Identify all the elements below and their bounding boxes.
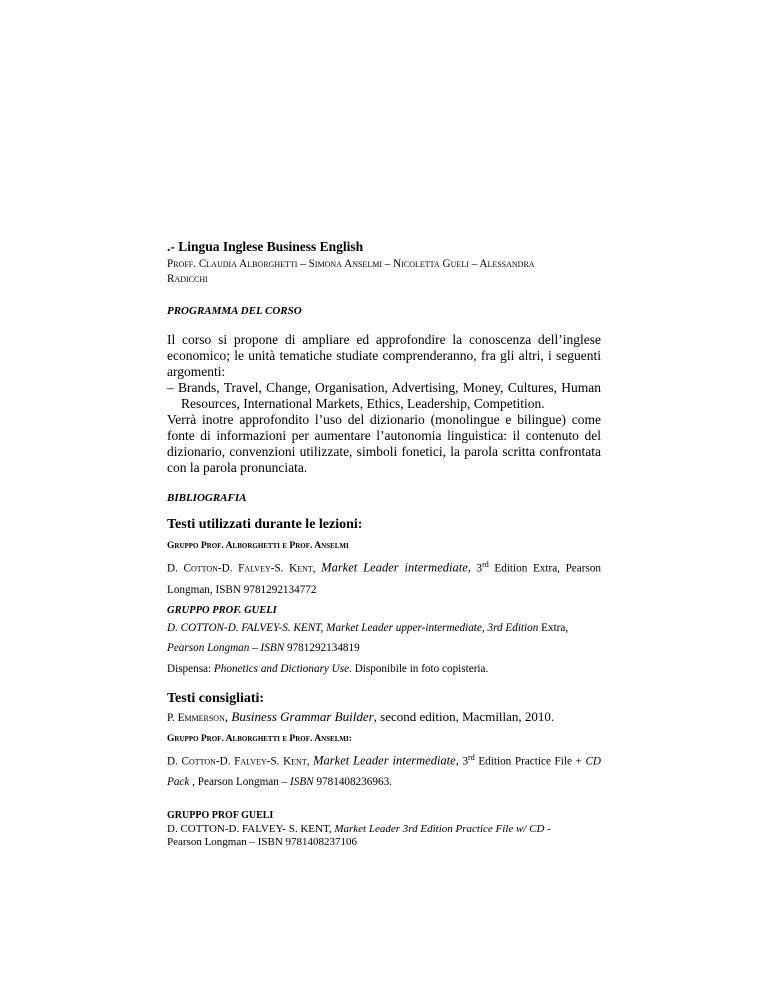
group3-isbn: 9781408236963.: [313, 776, 392, 789]
group3-rest: Edition Practice File +: [474, 755, 586, 768]
emmerson-comma: ,: [224, 708, 232, 724]
group3-title: Market Leader intermediate,: [313, 753, 459, 768]
emmerson-title: Business Grammar Builder: [231, 708, 374, 724]
group1-ed-sup: rd: [482, 560, 489, 569]
group2-line2b: 9781292134819: [284, 641, 360, 654]
group4-authors: D. COTTON-D. FALVEY- S. KENT,: [167, 823, 335, 836]
dispensa-line: [167, 660, 601, 678]
group3-label: Gruppo Prof. Alborghetti e Prof. Anselmi:: [167, 733, 352, 744]
group3-authors: D. Cotton-D. Falvey-S. Kent,: [167, 755, 314, 768]
bibliografia-heading: BIBLIOGRAFIA: [167, 492, 247, 504]
group1-label: Gruppo Prof. Alborghetti e Prof. Anselmi: [167, 541, 349, 551]
testi-consigliati-heading: Testi consigliati:: [167, 690, 265, 706]
programma-body: [167, 332, 601, 476]
authors-line-2: Radicchi: [167, 273, 208, 285]
group2-reference: [167, 618, 601, 658]
dispensa-rest: . Disponibile in foto copisteria.: [349, 662, 489, 675]
group4-label: GRUPPO PROF GUELI: [167, 810, 274, 822]
dispensa-title: Phonetics and Dictionary Use: [213, 662, 350, 675]
group1-rest: Edition Extra, Pearson Longman, ISBN 9781292134772: [167, 562, 602, 596]
group2-label: GRUPPO PROF. GUELI: [167, 604, 277, 616]
group3-isbn-label: ISBN: [290, 776, 314, 789]
group1-authors: D. Cotton-D. Falvey-S. Kent,: [167, 562, 322, 575]
group4-line2: Pearson Longman – ISBN 9781408237106: [167, 836, 358, 849]
group2-extra: Extra,: [538, 621, 569, 634]
course-authors: [167, 257, 601, 287]
group4-reference: [167, 823, 601, 849]
testi-utilizzati-heading: Testi utilizzati durante le lezioni:: [167, 517, 363, 532]
group3-cd: CD Pack: [167, 755, 602, 789]
group1-ed-num: 3: [470, 562, 483, 575]
group2-line1: D. COTTON-D. FALVEY-S. KENT, Market Leader upper-intermediate, 3rd Edition: [167, 621, 539, 634]
programma-heading: PROGRAMMA DEL CORSO: [167, 305, 302, 317]
group3-ed-sup: rd: [468, 752, 475, 762]
programma-outro: Verrà inotre approfondito l’uso del dizionario (monolingue e bilingue) come fonte di informazioni per aumentare l’autonomia linguistica: il contenuto del dizionario, convenzioni utilizzate, simboli fonetici, la parola scritta confrontata con la parola pronunciata.: [167, 412, 601, 475]
emmerson-author: P. Emmerson: [167, 711, 225, 724]
course-title: .- Lingua Inglese Business English: [167, 239, 364, 254]
group4-title: Market Leader 3rd Edition Practice File w/ CD -: [334, 823, 551, 836]
document-page: [167, 228, 601, 849]
programma-bullet: – Brands, Travel, Change, Organisation, Advertising, Money, Cultures, Human Resources, International Markets, Ethics, Leadership, Competition.: [167, 380, 601, 411]
group2-line2a: Pearson Longman – ISBN: [167, 641, 285, 654]
group1-title: Market Leader intermediate,: [321, 560, 471, 575]
group3-ed-num: 3: [458, 755, 469, 768]
emmerson-rest: , second edition, Macmillan, 2010.: [373, 708, 555, 724]
programma-intro: Il corso si propone di ampliare ed approfondire la conoscenza dell’inglese economico; le unità tematiche studiate comprenderanno, fra gli altri, i seguenti argomenti:: [167, 332, 601, 379]
authors-line-1: Proff. Claudia Alborghetti – Simona Anselmi – Nicoletta Gueli – Alessandra: [167, 258, 535, 270]
dispensa-label: Dispensa:: [167, 662, 214, 675]
emmerson-reference: [167, 709, 601, 726]
group1-reference: [167, 554, 601, 601]
group3-reference: [167, 747, 601, 794]
group3-rest2: , Pearson Longman –: [189, 776, 291, 789]
